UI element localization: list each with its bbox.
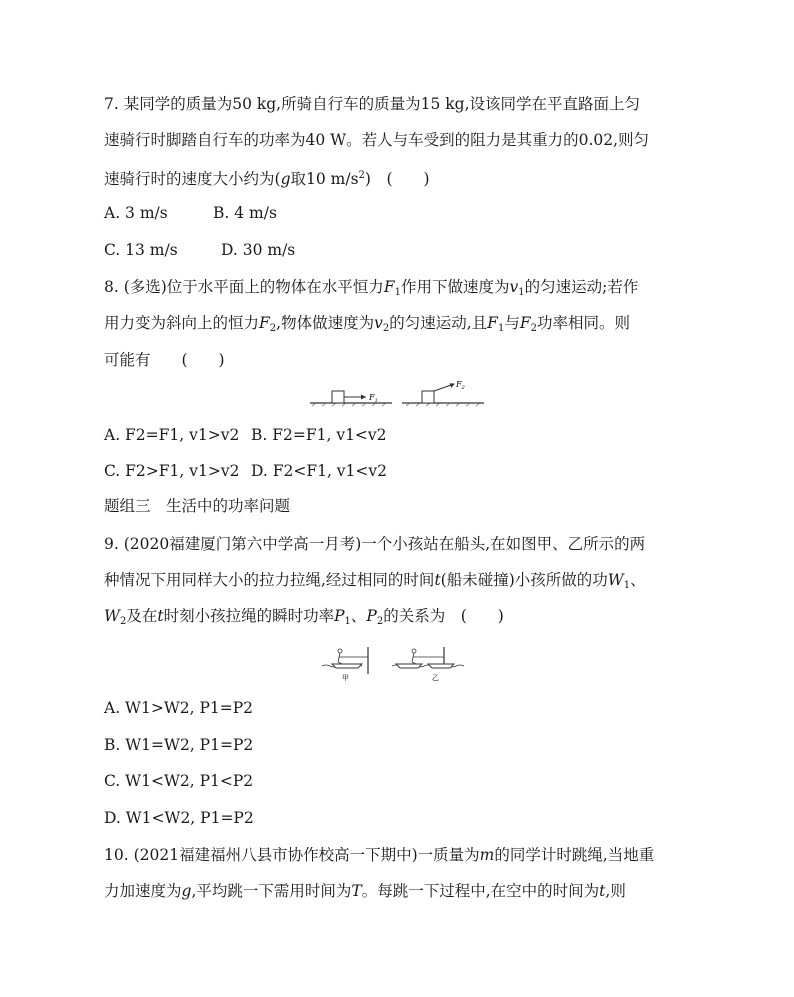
- q8-sub: 1: [394, 287, 401, 298]
- q9-sub: 2: [119, 616, 127, 627]
- q8-sub: 2: [530, 323, 537, 334]
- q9-boat-yi-2: [428, 664, 454, 668]
- q8-f-symbol: F: [487, 314, 498, 332]
- q7-option-d: D. 30 m/s: [221, 241, 296, 259]
- q9-option-d: D. W1<W2, P1=P2: [104, 809, 254, 827]
- q9-line-3-b: 时刻小孩拉绳的瞬时功率: [163, 607, 335, 625]
- section-heading: 题组三 生活中的功率问题: [104, 497, 291, 515]
- q8-line-1-c: 的匀速运动;若作: [524, 278, 639, 296]
- q7-line-3-end: ) ( ): [364, 170, 430, 188]
- q10-t-symbol: t: [599, 882, 606, 900]
- q7-line-3: [104, 166, 430, 189]
- q9-line-3-a: 及在: [126, 607, 158, 625]
- q9-p-symbol: P: [366, 607, 377, 625]
- q9-label-yi: 乙: [432, 674, 439, 682]
- q8-option-b: B. F2=F1, v1<v2: [251, 426, 387, 444]
- q8-option-c: C. F2>F1, v1>v2: [104, 462, 240, 480]
- q9-t-symbol: t: [157, 607, 164, 625]
- q8-sub: 2: [269, 323, 277, 334]
- q7-sup: 2: [358, 170, 365, 181]
- q9-p-symbol: P: [334, 607, 345, 625]
- q9-line-2-b: (船未碰撞)小孩所做的功: [440, 571, 608, 589]
- q8-option-d: D. F2<F1, v1<v2: [251, 462, 388, 480]
- q8-line-2-d: 与: [504, 314, 520, 332]
- q9-option-c: C. W1<W2, P1<P2: [104, 772, 254, 790]
- q8-sub: 2: [382, 323, 390, 334]
- q8-line-2-c: 的匀速运动,且: [389, 314, 488, 332]
- q7-line-2: 速骑行时脚踏自行车的功率为40 W。若人与车受到的阻力是其重力的0.02,则匀: [104, 131, 650, 149]
- q10-line-2-b: ,平均跳一下需用时间为: [191, 882, 352, 900]
- q9-label-jia: 甲: [342, 674, 349, 682]
- q9-child-jia: [338, 649, 342, 653]
- q9-option-b: B. W1=W2, P1=P2: [104, 736, 254, 754]
- q10-line-2: [104, 881, 626, 901]
- q8-f-symbol: F: [519, 314, 531, 332]
- q8-f-symbol: F: [383, 278, 395, 296]
- q10-g-symbol: g: [181, 882, 192, 900]
- q10-line-2-a: 力加速度为: [104, 882, 182, 900]
- q8-sub: 1: [497, 323, 505, 334]
- q9-boat-jia: [332, 664, 362, 668]
- q7-line-1: 7. 某同学的质量为50 kg,所骑自行车的质量为15 kg,设该同学在平直路面上匀: [104, 95, 641, 113]
- q9-line-2-c: 、: [630, 571, 646, 589]
- q9-line-1: 9. (2020福建厦门第六中学高一月考)一个小孩站在船头,在如图甲、乙所示的两: [104, 535, 646, 553]
- q9-option-a: A. W1>W2, P1=P2: [104, 699, 254, 717]
- q8-block-2: [422, 391, 434, 403]
- q8-line-2-e: 功率相同。则: [536, 314, 630, 332]
- q9-line-3: [104, 606, 504, 632]
- q8-line-1: [104, 277, 638, 303]
- q7-g-symbol: g: [280, 170, 291, 188]
- q9-boat-yi-1: [396, 664, 422, 668]
- q9-boat-diagram: [318, 644, 478, 684]
- q10-line-2-d: ,则: [605, 882, 626, 900]
- q9-t-symbol: t: [434, 571, 441, 589]
- q8-arrowhead-f1: [361, 395, 366, 400]
- q8-force-diagram: [308, 381, 488, 409]
- q7-option-c: C. 13 m/s: [104, 241, 178, 259]
- q7-line-3-pre: 速骑行时的速度大小约为(: [104, 170, 281, 188]
- q9-line-3-c: 的关系为 ( ): [383, 607, 504, 625]
- q8-f-symbol: F: [259, 314, 270, 332]
- q8-line-1-b: 作用下做速度为: [400, 278, 510, 296]
- q8-line-2: [104, 313, 630, 339]
- q8-block-1: [332, 391, 344, 403]
- q8-v-symbol: v: [509, 278, 519, 296]
- q7-option-a: A. 3 m/s: [104, 204, 168, 222]
- q9-w-symbol: W: [104, 607, 120, 625]
- q8-option-a: A. F2=F1, v1>v2: [104, 426, 240, 444]
- q8-v-symbol: v: [374, 314, 383, 332]
- q9-line-2: [104, 570, 646, 596]
- q7-option-b: B. 4 m/s: [213, 204, 277, 222]
- q10-line-1: [104, 845, 654, 865]
- q8-sub: 1: [518, 287, 525, 298]
- q10-T-symbol: T: [351, 882, 362, 900]
- q10-m-symbol: m: [479, 846, 495, 864]
- q8-label-f2: $F_2$: [456, 381, 465, 391]
- q9-sub: 1: [344, 616, 351, 627]
- q9-sub: 2: [376, 616, 384, 627]
- q10-line-1-a: 10. (2021福建福州八县市协作校高一下期中)一质量为: [104, 846, 480, 864]
- q9-sub: 1: [623, 580, 631, 591]
- q8-line-1-a: 8. (多选)位于水平面上的物体在水平恒力: [104, 278, 384, 296]
- q8-label-f1: $F_1$: [369, 393, 378, 404]
- q8-line-2-b: ,物体做速度为: [276, 314, 375, 332]
- q9-line-2-a: 种情况下用同样大小的拉力拉绳,经过相同的时间: [104, 571, 435, 589]
- q10-line-1-b: 的同学计时跳绳,当地重: [494, 846, 655, 864]
- q9-child-yi: [412, 649, 416, 653]
- q10-line-2-c: 。每跳一下过程中,在空中的时间为: [361, 882, 600, 900]
- q8-line-2-a: 用力变为斜向上的恒力: [104, 314, 260, 332]
- q9-sep: 、: [350, 607, 367, 625]
- q8-line-3: 可能有 ( ): [104, 351, 225, 369]
- q9-w-symbol: W: [607, 571, 624, 589]
- q7-line-3-post: 取10 m/s: [290, 170, 359, 188]
